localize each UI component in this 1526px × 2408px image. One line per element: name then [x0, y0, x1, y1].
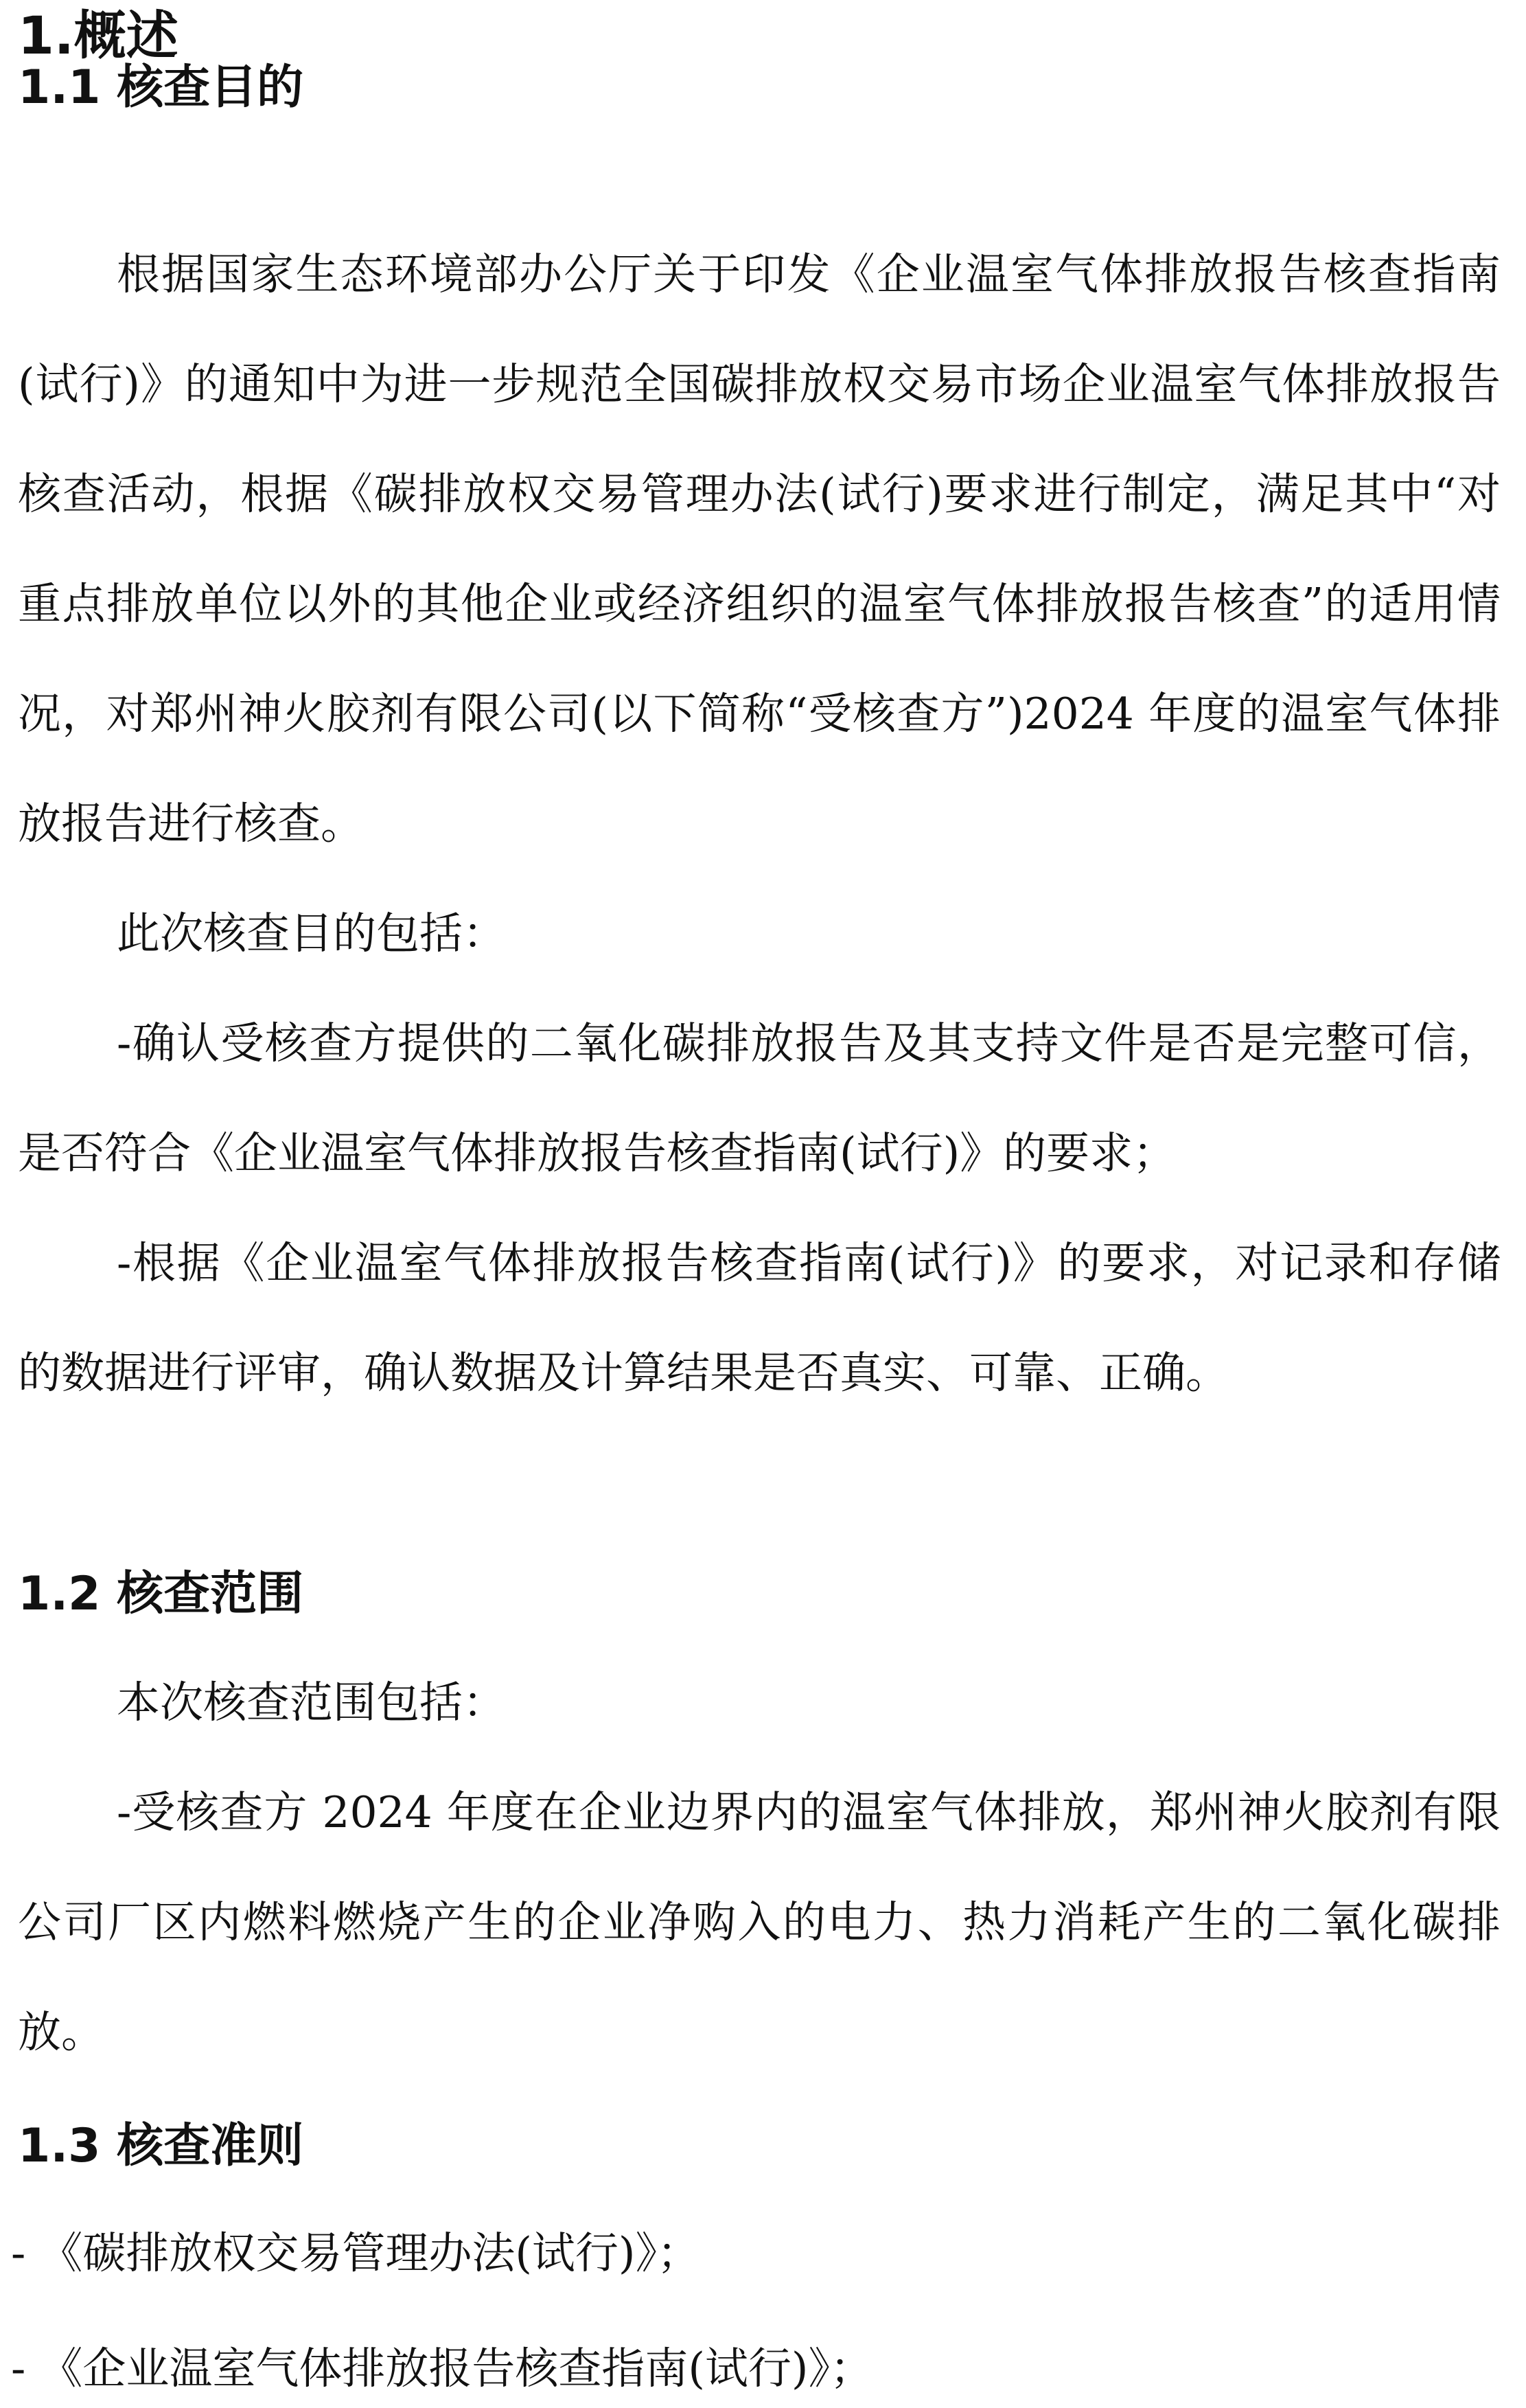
- section-heading-scope: 1.2 核查范围: [18, 1567, 304, 1621]
- section-heading-criteria: 1.3 核查准则: [18, 2119, 304, 2173]
- purpose-paragraph-item-2: -根据《企业温室气体排放报告核查指南(试行)》的要求，对记录和存储的数据进行评审，确认数据及计算结果是否真实、可靠、正确。: [18, 1238, 1501, 1398]
- purpose-paragraph-background: 根据国家生态环境部办公厅关于印发《企业温室气体排放报告核查指南(试行)》的通知中为进一步规范全国碳排放权交易市场企业温室气体排放报告核查活动，根据《碳排放权交易管理办法(试行)要求进行制定，满足其中“对重点排放单位以外的其他企业或经济组织的温室气体排放报告核查”的适用情况，对郑州神火胶剂有限公司(以下简称“受核查方”)2024 年度的温室气体排放报告进行核查。: [18, 249, 1501, 849]
- section-heading-overview: 1.概述: [18, 5, 178, 66]
- criteria-item-1: - 《碳排放权交易管理办法(试行)》；: [11, 2228, 700, 2278]
- purpose-paragraph-intro: 此次核查目的包括：: [117, 908, 506, 959]
- scope-paragraph-item-1: -受核查方 2024 年度在企业边界内的温室气体排放，郑州神火胶剂有限公司厂区内燃料燃烧产生的企业净购入的电力、热力消耗产生的二氧化碳排放。: [18, 1787, 1501, 2057]
- purpose-paragraph-item-1: -确认受核查方提供的二氧化碳排放报告及其支持文件是否是完整可信，是否符合《企业温室气体排放报告核查指南(试行)》的要求；: [18, 1018, 1501, 1178]
- section-heading-purpose: 1.1 核查目的: [18, 60, 304, 115]
- criteria-item-2: - 《企业温室气体排放报告核查指南(试行)》；: [11, 2343, 873, 2394]
- scope-paragraph-intro: 本次核查范围包括：: [117, 1677, 506, 1728]
